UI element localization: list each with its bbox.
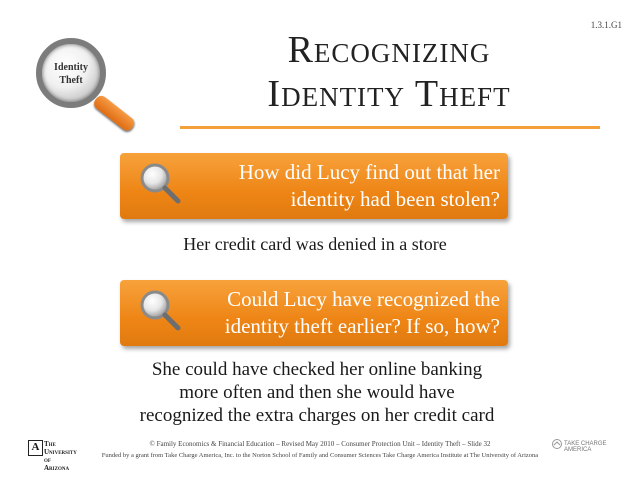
slide-title: Recognizing Identity Theft [267,29,511,115]
slide-code: 1.3.1.G1 [590,20,622,30]
answer-text-2: She could have checked her online banking more often and then she would have recognized the extra charges on her credit card [139,359,495,426]
badge-label: Identity Theft [54,62,88,86]
question-box-2 [120,280,508,346]
university-logo-icon: A [28,440,43,456]
title-divider [180,126,600,129]
magnifier-handle [92,93,137,132]
university-logo-text: The University of Arizona [44,440,77,472]
funding-line: Funded by a grant from Take Charge America, Inc. to the Norton School of Family and Consumer Sciences Take Charge America Institute at The University of Arizona [101,452,539,459]
copyright-line: © Family Economics & Financial Education – Revised May 2010 – Consumer Protection Unit – Identity Theft – Slide 32 [149,440,491,448]
question-text-1: How did Lucy find out that her identity had been stolen? [238,160,500,211]
sponsor-logo-text: TAKE CHARGE AMERICA [564,441,607,453]
question-text-2: Could Lucy have recognized the identity theft earlier? If so, how? [224,287,500,338]
answer-text-1: Her credit card was denied in a store [183,234,447,254]
magnifier-icon [138,288,182,332]
magnifier-icon [138,161,182,205]
question-box-1 [120,153,508,219]
sponsor-logo-icon [552,439,562,449]
